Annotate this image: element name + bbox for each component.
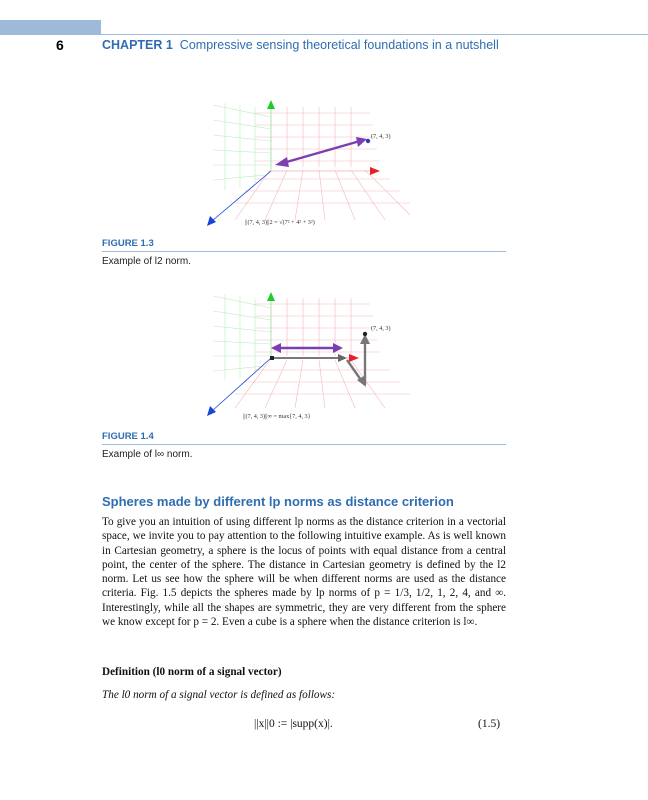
grid-green	[213, 103, 271, 190]
section-title: Spheres made by different lp norms as distance criterion	[102, 494, 454, 509]
definition-title: Definition (l0 norm of a signal vector)	[102, 666, 282, 678]
axis-arrows	[207, 292, 359, 416]
equation-number: (1.5)	[478, 718, 501, 730]
grid-red	[235, 107, 410, 220]
page-number: 6	[56, 37, 64, 53]
running-head	[102, 38, 499, 52]
section-paragraph: To give you an intuition of using different lp norms as the distance criterion in a vectorial space, we invite you to pay attention to the following intuitive example. As is well known in Cartesian geometry, a sphere is the locus of points with equal distance from a central point, the center of the sphere. The distance in Cartesian geometry is defined by the l2 norm. Let us see how the sphere will be when different norms are used as the distance criteria. Fig. 1.5 depicts the spheres made by lp norms of p = 1/3, 1/2, 1, 2, 4, and ∞. Interestingly, while all the shapes are symmetric, they are very different from the sphere we know except for p = 2. Even a cube is a sphere when the distance criterion is l∞.	[102, 516, 506, 629]
figure-1-4-label: FIGURE 1.4	[102, 431, 154, 442]
figure-1-4-caption: Example of l∞ norm.	[102, 449, 193, 460]
figure-1-4-rule	[102, 444, 506, 445]
l2-formula: ||(7, 4, 3)||2 = √(7² + 4² + 3²)	[245, 219, 315, 226]
figure-1-3-caption: Example of l2 norm.	[102, 256, 191, 267]
grid-green	[213, 294, 271, 380]
chapter-label: CHAPTER 1	[102, 38, 173, 52]
point-label: (7, 4, 3)	[371, 325, 391, 332]
figure-1-3-rule	[102, 251, 506, 252]
chapter-title: Compressive sensing theoretical foundations in a nutshell	[179, 38, 499, 52]
equation: ||x||0 := |supp(x)|.	[254, 718, 333, 730]
figure-1-3-label: FIGURE 1.3	[102, 238, 154, 249]
grid-red	[235, 298, 410, 408]
l2-vector	[275, 137, 370, 167]
figure-1-3-graphic	[195, 95, 425, 240]
linf-formula: ||(7, 4, 3)||∞ = max{7, 4, 3}	[243, 413, 311, 420]
header-rule	[101, 34, 648, 35]
header-color-bar	[0, 20, 101, 35]
figure-1-4-graphic	[195, 288, 425, 428]
definition-statement: The l0 norm of a signal vector is defined as follows:	[102, 689, 336, 701]
axis-arrows	[207, 100, 380, 226]
point-label: (7, 4, 3)	[371, 133, 391, 140]
